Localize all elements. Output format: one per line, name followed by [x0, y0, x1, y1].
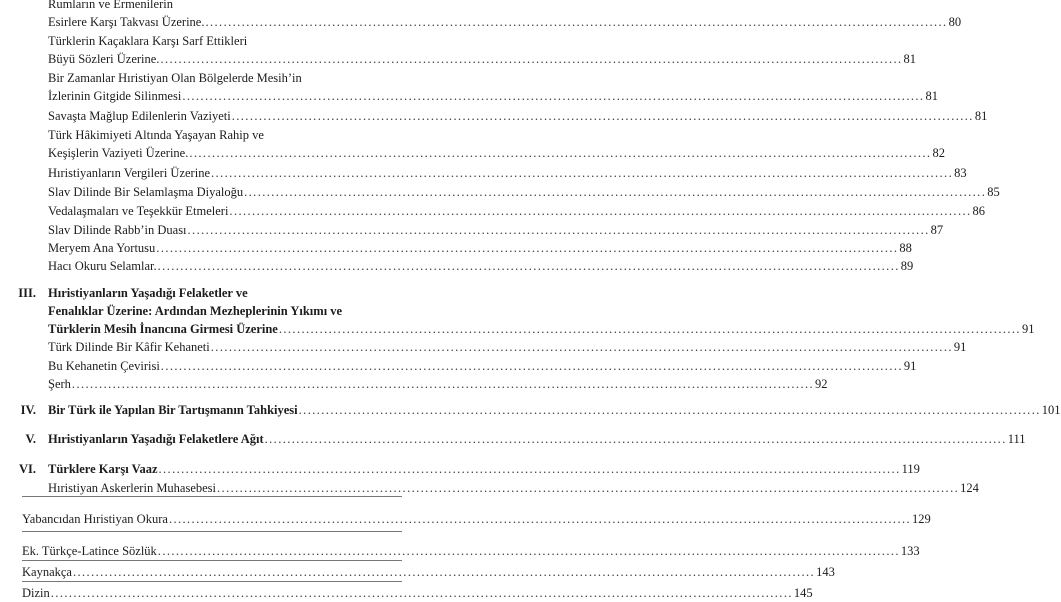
- dot-leader: [188, 221, 930, 239]
- dot-leader: [244, 183, 986, 201]
- page-number: 89: [900, 259, 914, 273]
- page-number: 80: [948, 15, 962, 29]
- toc-entry-text: Hıristiyan Askerlerin Muhasebesi: [48, 481, 217, 495]
- dot-leader: [158, 542, 900, 560]
- toc-entry-text: Şerh: [48, 377, 71, 391]
- page-number: 91: [953, 340, 967, 354]
- page-number: 92: [815, 377, 828, 391]
- page-number: 88: [899, 241, 912, 255]
- toc-entry: [48, 221, 944, 239]
- toc-entry-text: Slav Dilinde Rabb’in Duası: [48, 223, 187, 237]
- toc-entry: [48, 183, 1000, 201]
- page-number: 124: [960, 481, 979, 495]
- toc-entry-text: Hacı Okuru Selamlar.: [48, 259, 157, 273]
- toc-entry-text: Kaynakça: [22, 565, 72, 579]
- toc-entry: [48, 338, 967, 356]
- toc-entry-text: Hıristiyanların Vergileri Üzerine: [48, 166, 210, 180]
- dot-leader: [161, 357, 903, 375]
- section-number: III.: [18, 286, 36, 300]
- page-number: 86: [972, 204, 986, 218]
- section-title: Hıristiyanların Yaşadığı Felaketlere Ağıt: [48, 432, 264, 446]
- dot-leader: [189, 144, 931, 162]
- toc-entry: [48, 375, 828, 393]
- dot-leader: [211, 164, 953, 182]
- toc-entry-text: Bir Zamanlar Hıristiyan Olan Bölgelerde Mesih’in: [48, 71, 302, 85]
- dot-leader: [229, 202, 971, 220]
- page-number: 101: [1041, 403, 1061, 417]
- toc-entry: [48, 320, 1035, 338]
- section-number: IV.: [20, 403, 36, 417]
- toc-entry-text: Slav Dilinde Bir Selamlaşma Diyaloğu: [48, 185, 244, 199]
- toc-entry-text: İzlerinin Gitgide Silinmesi: [48, 89, 182, 103]
- page-number: 81: [974, 109, 988, 123]
- toc-entry-text: Yabancıdan Hıristiyan Okura: [22, 512, 168, 526]
- dot-leader: [211, 338, 953, 356]
- dot-leader: [156, 239, 898, 257]
- dot-leader: [51, 584, 793, 602]
- page-number: 85: [987, 185, 1000, 199]
- page-number: 91: [1021, 322, 1035, 336]
- toc-entry-text: Bu Kehanetin Çevirisi: [48, 359, 160, 373]
- page-number: 111: [1007, 432, 1026, 446]
- toc-entry: [22, 510, 931, 528]
- page-number: 87: [930, 223, 944, 237]
- dot-leader: [160, 50, 902, 68]
- toc-entry-text: Vedalaşmaları ve Teşekkür Etmeleri: [48, 204, 229, 218]
- section-number: V.: [25, 432, 36, 446]
- dot-leader: [205, 13, 947, 31]
- toc-entry: [48, 50, 917, 68]
- toc-entry: [48, 239, 912, 257]
- section-title: Bir Türk ile Yapılan Bir Tartışmanın Tahkiyesi: [48, 403, 298, 417]
- page-number: 91: [903, 359, 917, 373]
- divider: [22, 581, 402, 582]
- toc-entry: [48, 202, 986, 220]
- toc-entry: [48, 401, 1061, 419]
- toc-entry-text: Türk Hâkimiyeti Altında Yaşayan Rahip ve: [48, 128, 264, 142]
- dot-leader: [265, 430, 1007, 448]
- divider: [22, 531, 402, 532]
- toc-entry: [22, 563, 835, 581]
- section-number: VI.: [18, 462, 36, 476]
- toc-entry: [22, 542, 920, 560]
- divider: [22, 560, 402, 561]
- page-number: 81: [925, 89, 938, 103]
- toc-entry: [22, 584, 813, 602]
- section-title: Hıristiyanların Yaşadığı Felaketler ve: [48, 286, 248, 300]
- toc-entry: [48, 257, 914, 275]
- toc-entry: [48, 460, 920, 478]
- toc-entry-text: Meryem Ana Yortusu: [48, 241, 156, 255]
- dot-leader: [279, 320, 1021, 338]
- toc-entry: [48, 479, 979, 497]
- page-number: 133: [900, 544, 920, 558]
- toc-entry-text: Büyü Sözleri Üzerine.: [48, 52, 160, 66]
- toc-entry-text: Esirlere Karşı Takvası Üzerine.: [48, 15, 205, 29]
- toc-entry: [48, 430, 1026, 448]
- page-number: 129: [912, 512, 931, 526]
- dot-leader: [299, 401, 1041, 419]
- section-title: Fenalıklar Üzerine: Ardından Mezheplerinin Yıkımı ve: [48, 304, 343, 318]
- dot-leader: [217, 479, 959, 497]
- toc-entry-text: Ek. Türkçe-Latince Sözlük: [22, 544, 157, 558]
- page-number: 143: [816, 565, 835, 579]
- dot-leader: [232, 107, 974, 125]
- toc-entry: [48, 13, 962, 31]
- page-number: 83: [954, 166, 967, 180]
- page-number: 119: [901, 462, 920, 476]
- dot-leader: [72, 375, 814, 393]
- section-title: Türklerin Mesih İnancına Girmesi Üzerine: [48, 322, 278, 336]
- dot-leader: [158, 257, 900, 275]
- toc-entry-text: Keşişlerin Vaziyeti Üzerine.: [48, 146, 189, 160]
- dot-leader: [73, 563, 815, 581]
- page-number: 81: [903, 52, 917, 66]
- dot-leader: [182, 87, 924, 105]
- page-number: 82: [932, 146, 945, 160]
- section-title: Türklere Karşı Vaaz: [48, 462, 158, 476]
- toc-entry: [48, 87, 938, 105]
- toc-entry: [48, 357, 917, 375]
- dot-leader: [159, 460, 901, 478]
- dot-leader: [169, 510, 911, 528]
- toc-entry-text: Dizin: [22, 586, 50, 600]
- page-number: 145: [793, 586, 813, 600]
- toc-entry: [48, 144, 945, 162]
- toc-entry: [48, 164, 967, 182]
- toc-entry-text: Savaşta Mağlup Edilenlerin Vaziyeti: [48, 109, 231, 123]
- toc-entry: [48, 107, 988, 125]
- divider: [22, 496, 402, 497]
- toc-entry-text: Rumların ve Ermenilerin: [48, 0, 173, 11]
- toc-entry-text: Türk Dilinde Bir Kâfir Kehaneti: [48, 340, 210, 354]
- toc-entry-text: Türklerin Kaçaklara Karşı Sarf Ettikleri: [48, 34, 248, 48]
